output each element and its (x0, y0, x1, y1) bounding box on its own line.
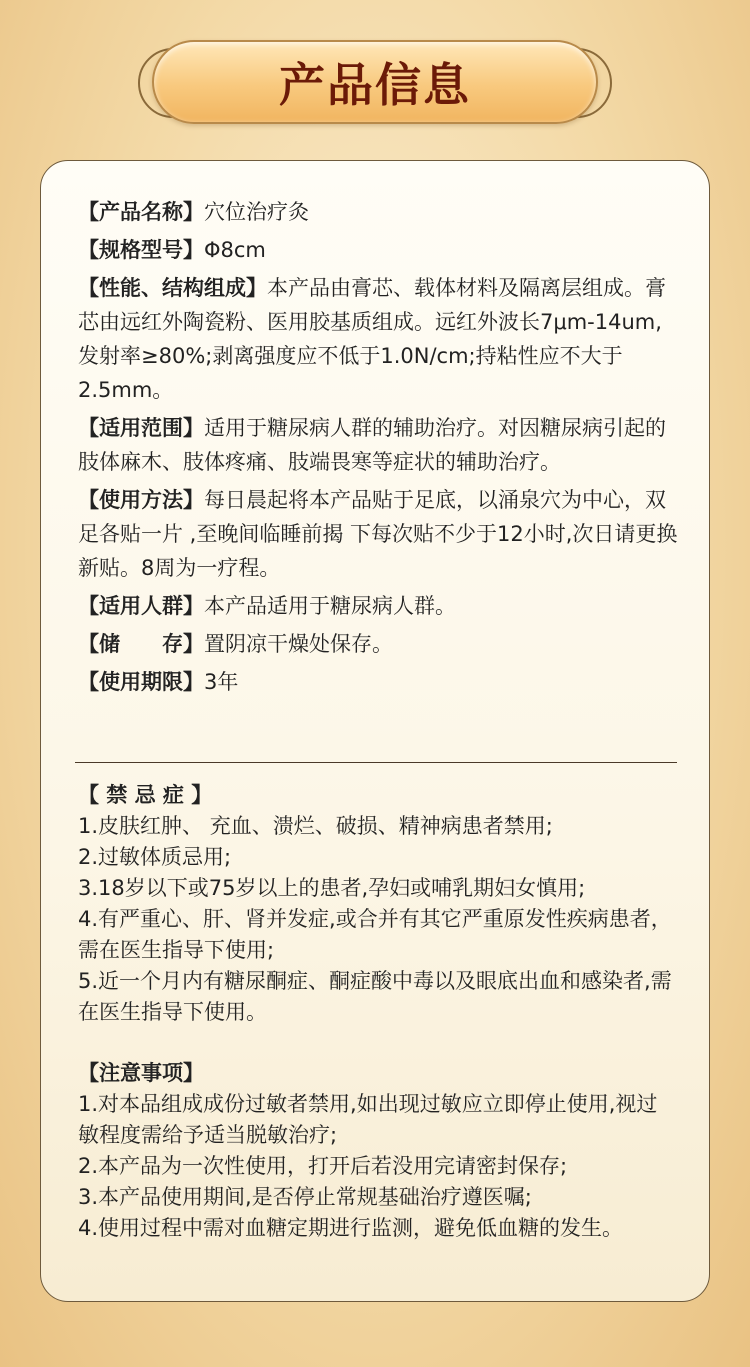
contraindication-item: 4.有严重心、肝、肾并发症,或合并有其它严重原发性疾病患者，需在医生指导下使用; (78, 907, 672, 962)
info-scope: 【适用范围】适用于糖尿病人群的辅助治疗。对因糖尿病引起的肢体麻木、肢体疼痛、肢端畏寒等症状的辅助治疗。 (78, 416, 666, 474)
info-usage: 【使用方法】每日晨起将本产品贴于足底，以涌泉穴为中心，双足各贴一片 ,至晚间临睡前揭 下每次贴不少于12小时,次日请更换新贴。8周为一疗程。 (78, 488, 678, 580)
info-structure: 【性能、结构组成】本产品由膏芯、载体材料及隔离层组成。膏芯由远红外陶瓷粉、医用胶基质组成。远红外波长7μm-14um,发射率≥80%;剥离强度应不低于1.0N/cm;持粘性应不大于2.5mm。 (78, 276, 666, 402)
page-title: 产品信息 (279, 58, 471, 112)
contraindications-heading: 【 禁 忌 症 】 (78, 783, 213, 807)
note-item: 4.使用过程中需对血糖定期进行监测，避免低血糖的发生。 (78, 1216, 624, 1240)
notes-heading: 【注意事项】 (78, 1061, 204, 1085)
info-shelf-life: 【使用期限】3年 (78, 670, 239, 694)
contraindication-item: 1.皮肤红肿、 充血、溃烂、破损、精神病患者禁用; (78, 814, 553, 838)
notes-section (78, 1058, 678, 1244)
title-banner (152, 40, 598, 124)
info-spec: 【规格型号】Φ8cm (78, 238, 266, 262)
product-info (78, 195, 678, 703)
note-item: 1.对本品组成成份过敏者禁用,如出现过敏应立即停止使用,视过敏程度需给予适当脱敏治疗; (78, 1092, 658, 1147)
info-population: 【适用人群】本产品适用于糖尿病人群。 (78, 594, 456, 618)
note-item: 2.本产品为一次性使用，打开后若没用完请密封保存; (78, 1154, 568, 1178)
info-storage: 【储 存】置阴凉干燥处保存。 (78, 632, 393, 656)
info-name: 【产品名称】穴位治疗灸 (78, 200, 309, 224)
contraindication-item: 2.过敏体质忌用; (78, 845, 232, 869)
note-item: 3.本产品使用期间,是否停止常规基础治疗遵医嘱; (78, 1185, 532, 1209)
contraindications-section (78, 780, 678, 1028)
section-divider (75, 762, 677, 763)
contraindication-item: 5.近一个月内有糖尿酮症、酮症酸中毒以及眼底出血和感染者,需在医生指导下使用。 (78, 969, 672, 1024)
contraindication-item: 3.18岁以下或75岁以上的患者,孕妇或哺乳期妇女慎用; (78, 876, 586, 900)
